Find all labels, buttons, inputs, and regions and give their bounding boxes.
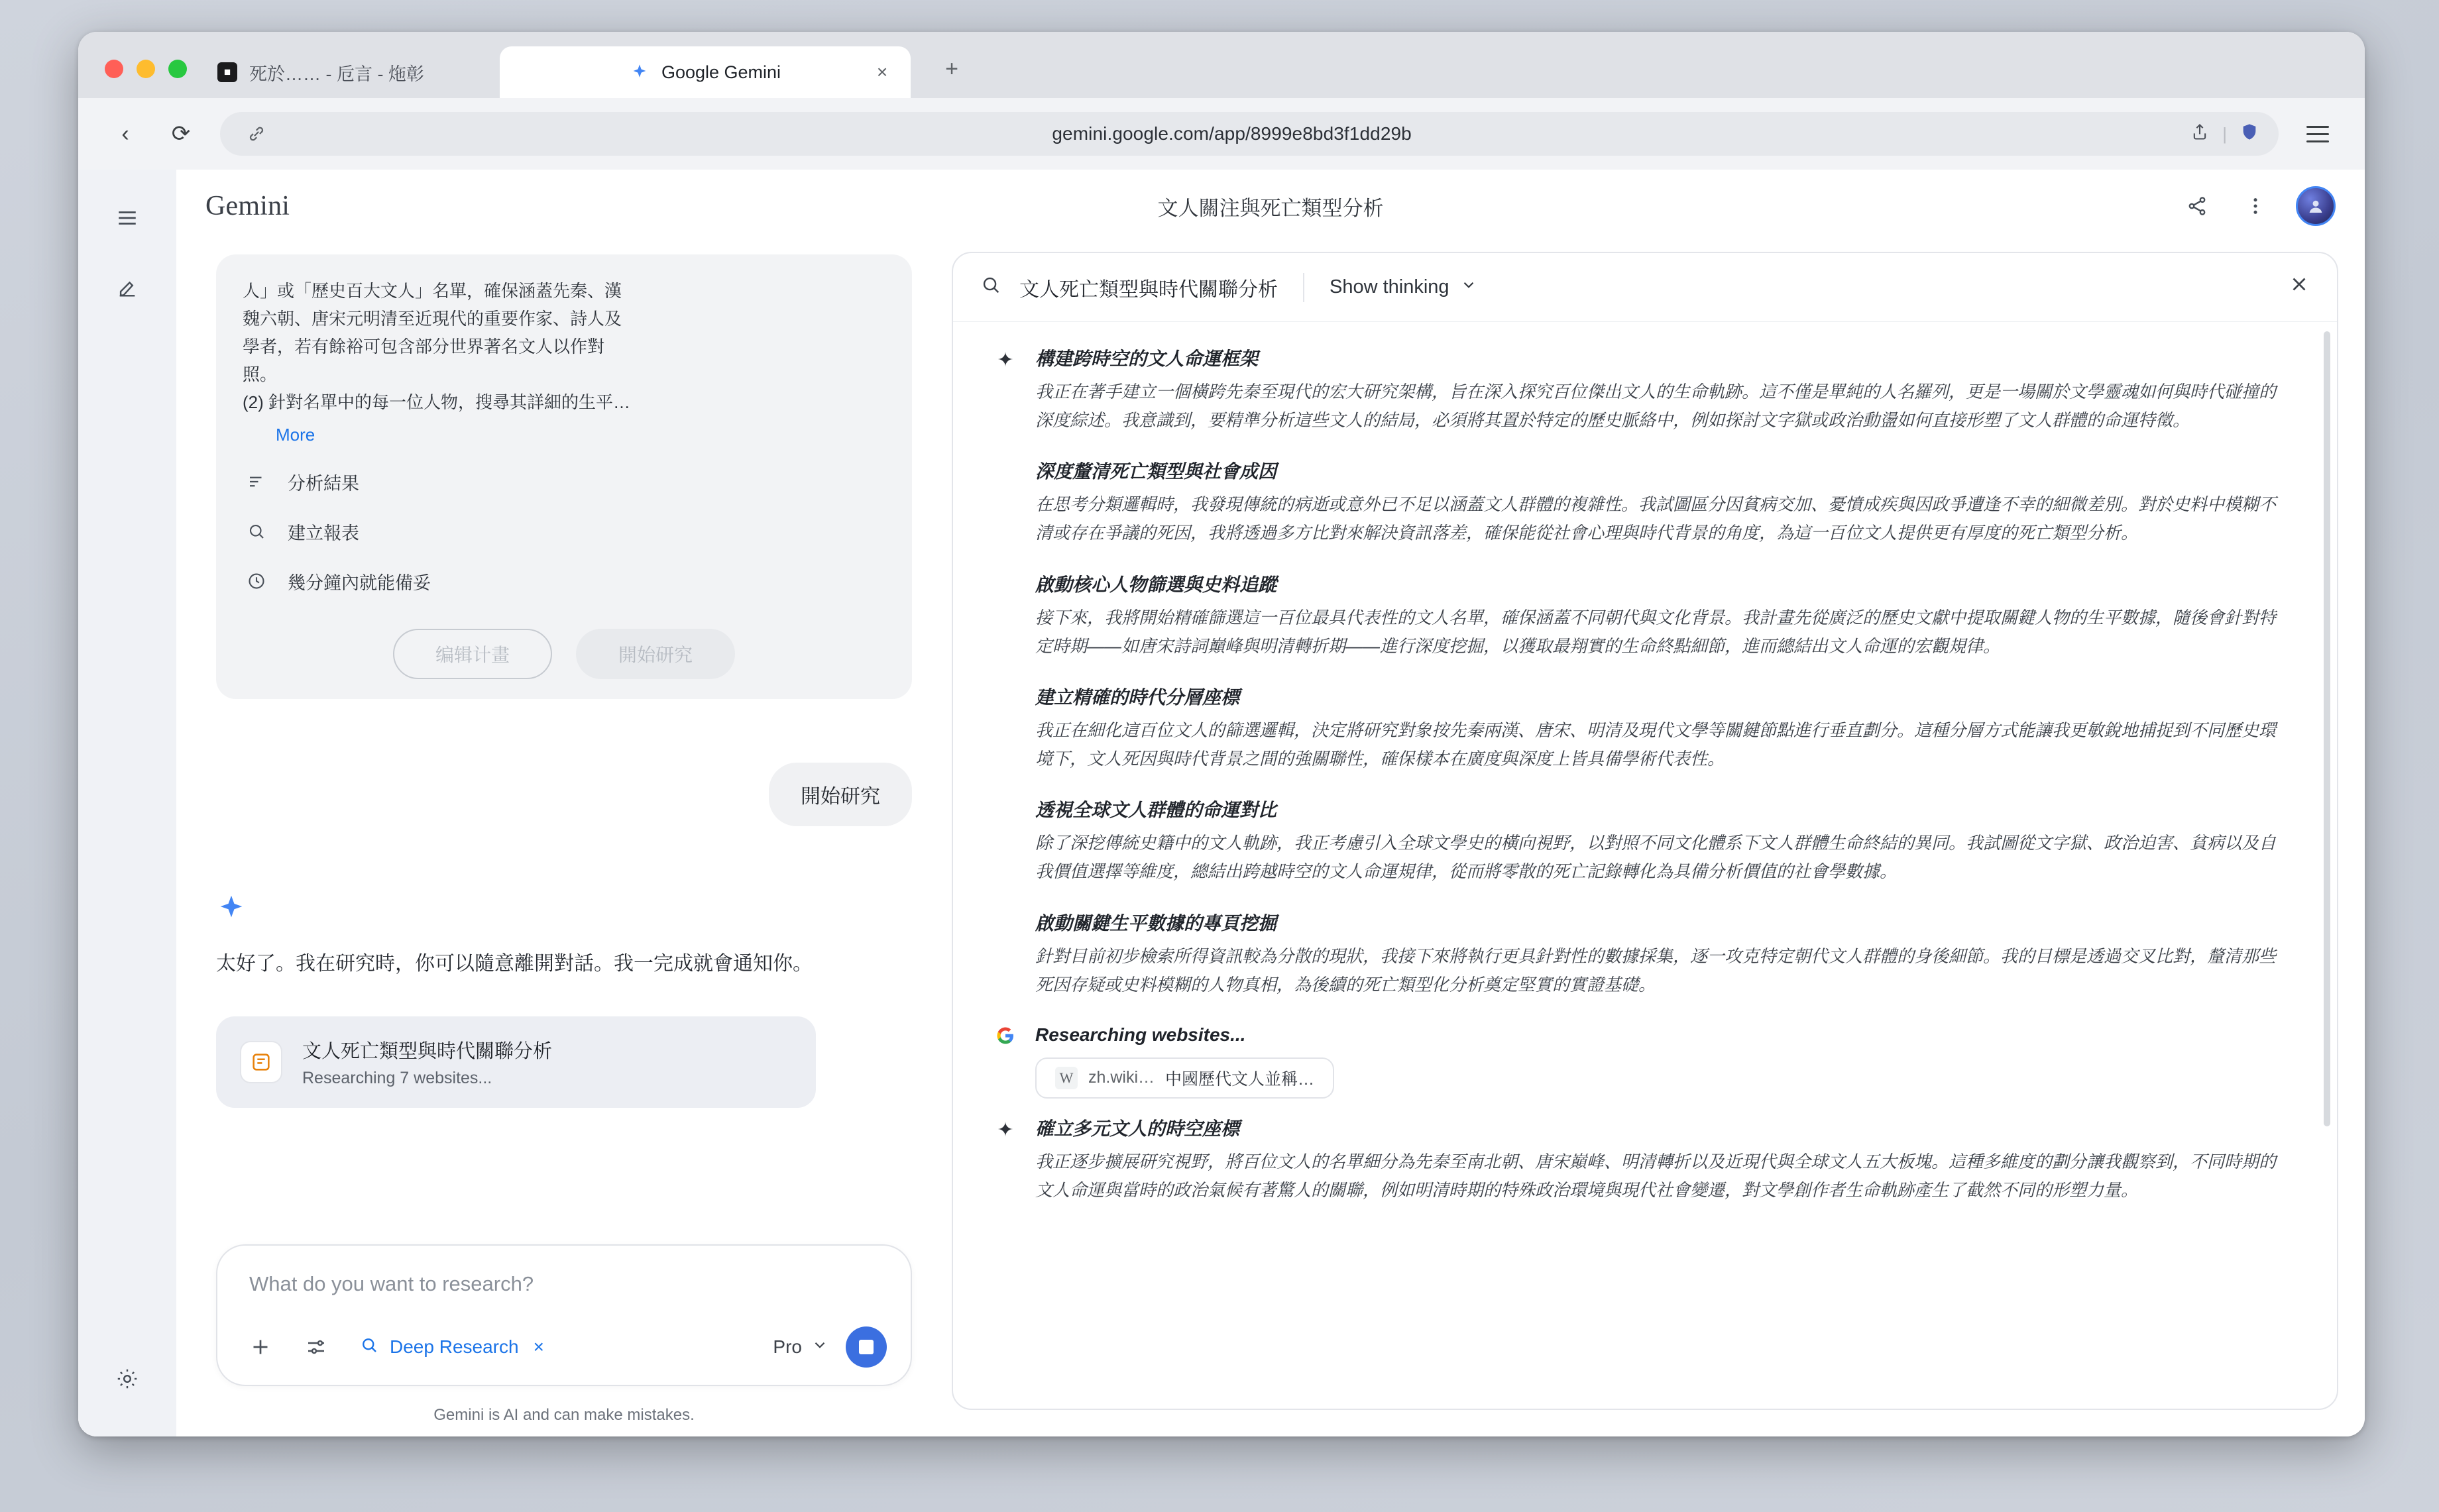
deep-research-chip[interactable] (353, 1331, 551, 1364)
research-doc-icon (240, 1041, 282, 1083)
dark-square-favicon-icon: ■ (217, 62, 237, 82)
thinking-step (993, 796, 2289, 886)
topbar-actions (2179, 186, 2336, 226)
thinking-step (993, 457, 2289, 547)
plan-line-3: 學者，若有餘裕可包含部分世界著名文人以作對 (243, 337, 605, 357)
thinking-panel (952, 252, 2338, 1410)
user-message: 開始研究 (769, 763, 912, 826)
google-g-icon (993, 1022, 1018, 1051)
step-heading: 深度釐清死亡類型與社會成因 (1035, 461, 1277, 482)
plan-line-5: (2) 針對名單中的每一位人物，搜尋其詳細的生平… (243, 392, 631, 413)
step-body: 我正逐步擴展研究視野，將百位文人的名單細分為先秦至南北朝、唐宋巔峰、明清轉折以及近現代與全球文人五大板塊。這種多維度的劃分讓我觀察到，不同時期的文人命運與當時的政治氣候有著驚人的關聯，例如明清時期的特殊政治環境與現代社會變遷，對文學創作者生命軌跡產生了截然不同的形塑力量。 (1035, 1151, 2277, 1201)
gear-icon[interactable] (107, 1358, 148, 1399)
panel-header (953, 253, 2337, 322)
plus-icon[interactable] (241, 1328, 280, 1366)
gemini-main (176, 170, 2365, 1436)
thinking-step (993, 345, 2289, 435)
close-icon[interactable]: × (876, 62, 888, 82)
research-plan-card (216, 254, 912, 699)
maximize-window-button[interactable] (168, 60, 187, 78)
plan-row-duration (243, 568, 885, 594)
content-area (176, 243, 2365, 1436)
new-tab-button[interactable]: + (945, 56, 958, 81)
research-card-title: 文人死亡類型與時代關聯分析 (302, 1040, 553, 1062)
gemini-sparkle-favicon-icon (630, 62, 650, 82)
close-icon[interactable]: × (533, 1336, 544, 1357)
composer-toolbar (241, 1326, 887, 1368)
start-research-button[interactable]: 開始研究 (576, 629, 735, 679)
source-title: 中國歷代文人並稱… (1165, 1069, 1315, 1089)
gemini-topbar (176, 170, 2365, 243)
model-label: Pro (773, 1336, 802, 1357)
plan-row-report (243, 519, 885, 545)
assistant-message: 太好了。我在研究時，你可以隨意離開對話。我一完成就會通知你。 (216, 952, 813, 975)
gemini-brand[interactable]: Gemini (205, 191, 290, 221)
show-thinking-label: Show thinking (1330, 276, 1449, 297)
back-icon[interactable]: ‹ (121, 121, 129, 146)
list-analysis-icon (243, 472, 270, 492)
step-heading: 確立多元文人的時空座標 (1035, 1118, 1240, 1139)
research-card-text (302, 1036, 552, 1088)
step-body: 我正在細化這百位文人的篩選邏輯，決定將研究對象按先秦兩漢、唐宋、明清及現代文學等關鍵節點進行垂直劃分。這種分層方式能讓我更敏銳地捕捉到不同歷史環境下，文人死因與時代背景之間的強關聯性，確保樣本在廣度與深度上皆具備學術代表性。 (1035, 720, 2277, 769)
share-upload-icon[interactable] (2190, 123, 2209, 146)
step-heading: 建立精確的時代分層座標 (1035, 686, 1240, 708)
link-icon (240, 117, 273, 150)
close-icon[interactable] (2288, 273, 2310, 301)
source-chip[interactable] (1035, 1057, 1334, 1099)
share-icon[interactable] (2179, 188, 2215, 224)
sparkle-icon (216, 892, 912, 930)
panel-scrollbar[interactable] (2324, 331, 2330, 1126)
browser-tab-active[interactable] (500, 46, 911, 98)
plan-row-label: 建立報表 (288, 523, 359, 543)
report-icon (243, 521, 270, 541)
minimize-window-button[interactable] (137, 60, 155, 78)
sparkle-icon: ✦ (997, 1118, 1014, 1141)
deep-research-label: Deep Research (390, 1336, 519, 1357)
thinking-step (993, 570, 2289, 661)
panel-title: 文人死亡類型與時代關聯分析 (1019, 278, 1278, 301)
plan-actions (243, 629, 885, 679)
step-heading: 透視全球文人群體的命運對比 (1035, 800, 1277, 821)
deep-research-icon (359, 1335, 379, 1360)
address-bar-actions[interactable] (2190, 123, 2259, 146)
plan-row-analysis (243, 469, 885, 495)
url-text: gemini.google.com/app/8999e8bd3f1dd29b (1052, 123, 1412, 144)
divider (1303, 273, 1304, 302)
search-input[interactable]: What do you want to research? (249, 1272, 534, 1295)
step-heading: 構建跨時空的文人命運框架 (1035, 349, 1259, 369)
more-link[interactable]: More (276, 424, 315, 445)
divider: | (2222, 123, 2227, 144)
stop-square-icon (859, 1340, 874, 1354)
source-domain: zh.wiki… (1088, 1068, 1155, 1087)
step-heading: 啟動核心人物篩選與史料追蹤 (1035, 574, 1277, 595)
chat-column (176, 243, 952, 1436)
plan-line-4: 照。 (243, 364, 278, 385)
thinking-step (993, 683, 2289, 773)
address-bar[interactable] (220, 112, 2279, 156)
chevron-down-icon (811, 1336, 828, 1358)
gemini-left-rail (78, 170, 176, 1436)
sources-heading: Researching websites... (1035, 1024, 1246, 1045)
step-body: 在思考分類邏輯時，我發現傳統的病逝或意外已不足以涵蓋文人群體的複雜性。我試圖區分因貧病交加、憂憤成疾與因政爭遭逢不幸的細微差別。對於史料中模糊不清或存在爭議的死因，我將透過多方比對來解決資訊落差，確保能從社會心理與時代背景的角度，為這一百位文人提供更有厚度的死亡類型分析。 (1035, 494, 2277, 543)
clock-icon (243, 571, 270, 591)
edit-plan-button[interactable]: 编辑计畫 (393, 629, 552, 679)
thinking-step (993, 909, 2289, 999)
step-body: 我正在著手建立一個橫跨先秦至現代的宏大研究架構，旨在深入探究百位傑出文人的生命軌跡。這不僅是單純的人名羅列，更是一場關於文學靈魂如何與時代碰撞的深度綜述。我意識到，要精準分析這些文人的結局，必須將其置於特定的歷史脈絡中，例如探討文字獄或政治動盪如何直接形塑了文人群體的命運特徵。 (1035, 382, 2277, 431)
panel-body (953, 322, 2337, 1409)
step-heading: 啟動關鍵生平數據的專頁挖掘 (1035, 912, 1277, 934)
research-progress-card[interactable] (216, 1016, 816, 1108)
wikipedia-icon: W (1055, 1067, 1078, 1089)
close-window-button[interactable] (105, 60, 123, 78)
disclaimer-text: Gemini is AI and can make mistakes. (433, 1406, 695, 1424)
browser-tab-inactive[interactable] (199, 46, 443, 98)
page-content (78, 170, 2365, 1436)
sparkle-icon: ✦ (997, 349, 1014, 371)
composer[interactable] (216, 1244, 912, 1386)
shield-icon[interactable] (2240, 123, 2259, 146)
browser-tab-bar (78, 32, 2365, 98)
research-card-subtitle: Researching 7 websites... (302, 1068, 492, 1087)
research-doc-icon (980, 274, 1002, 301)
chevron-down-icon (1460, 276, 1477, 299)
show-thinking-toggle[interactable] (1330, 276, 1477, 299)
browser-window (78, 32, 2365, 1436)
step-body: 接下來，我將開始精確篩選這一百位最具代表性的文人名單，確保涵蓋不同朝代與文化背景。我計畫先從廣泛的歷史文獻中提取關鍵人物的生平數據，隨後會針對特定時期——如唐宋詩詞巔峰與明清轉折期——進行深度挖掘，以獲取最翔實的生命終點細節，進而總結出文人命運的宏觀規律。 (1035, 607, 2277, 656)
plan-line-2: 魏六朝、唐宋元明清至近現代的重要作家、詩人及 (243, 309, 622, 329)
thinking-step (993, 1114, 2289, 1205)
more-vertical-icon[interactable] (2238, 188, 2273, 224)
sources-section (993, 1022, 2289, 1099)
plan-row-label: 幾分鐘內就能備妥 (288, 572, 431, 593)
window-traffic-lights[interactable] (105, 60, 187, 78)
plan-row-label: 分析結果 (288, 473, 359, 494)
tab-title: Google Gemini (661, 62, 781, 82)
hamburger-icon[interactable] (107, 197, 148, 239)
avatar[interactable] (2296, 186, 2336, 226)
browser-toolbar (78, 98, 2365, 170)
reload-icon[interactable]: ⟳ (171, 121, 191, 146)
model-selector[interactable] (773, 1336, 828, 1358)
plan-line-1: 人」或「歷史百大文人」名單，確保涵蓋先秦、漢 (243, 281, 622, 301)
browser-menu-icon[interactable] (2301, 117, 2334, 150)
step-body: 針對目前初步檢索所得資訊較為分散的現狀，我接下來將執行更具針對性的數據採集，逐一攻克特定朝代文人群體的身後細節。我的目標是透過交叉比對，釐清那些死因存疑或史料模糊的人物真相，為後續的死亡類型化分析奠定堅實的實證基礎。 (1035, 945, 2277, 995)
tab-title: 死於…… - 卮言 - 炧彰 (249, 64, 424, 84)
step-body: 除了深挖傳統史籍中的文人軌跡，我正考慮引入全球文學史的橫向視野，以對照不同文化體系下文人群體生命終結的異同。我試圖從文字獄、政治迫害、貧病以及自我價值選擇等維度，總結出跨越時空的文人命運規律，從而將零散的死亡記錄轉化為具備分析價值的社會學數據。 (1035, 833, 2277, 882)
compose-pencil-icon[interactable] (107, 268, 148, 309)
tune-sliders-icon[interactable] (297, 1328, 335, 1366)
stop-generation-button[interactable] (846, 1326, 887, 1368)
conversation-title: 文人關注與死亡類型分析 (1157, 196, 1384, 220)
